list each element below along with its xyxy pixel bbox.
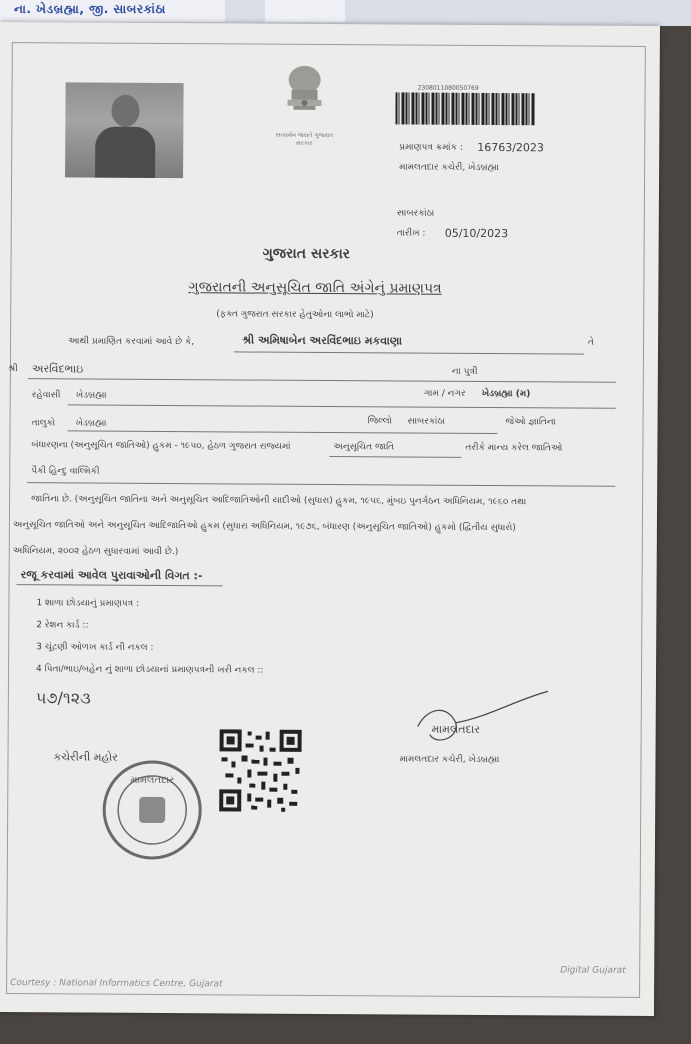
para-line-2: અનુસૂચિત જાતિઓ અને અનુસૂચિત આદિજાતિઓ હુકમ (સુધારા અધિનિયમ, ૧૯૭૬, બંધારણ (અનુસૂચિત જાતિઓ) હુકમો (દ્વિતીય સુધારો) [12,520,516,534]
top-heading: ના. ખેડબ્રહ્મા, જી. સાબરકાંઠા [14,2,166,16]
resident-label: રહેવાસી [31,390,61,401]
district-label: જિલ્લો [367,416,392,427]
signatory-title: મામલતદાર [431,722,481,736]
evidence-heading: રજૂ કરવામાં આવેલ પુરાવાઓની વિગત :- [20,568,203,583]
evidence-item: 3 ચૂંટણી ઓળખ કાર્ડ ની નકલ : [36,642,154,653]
date-label: તારીખ : [396,228,426,239]
evidence-item: 2 રેશન કાર્ડ :: [36,620,89,631]
applicant-photo [65,82,184,178]
office-seal-stamp [101,759,204,862]
caste-text: પૈકી હિન્દુ વાલ્મિકી [31,466,100,477]
office-seal-label: કચેરીની મહોર [53,750,118,764]
sri-text: શ્રી [7,364,18,375]
signatory-office: મામલતદાર કચેરી, ખેડબ્રહ્મા [399,754,500,766]
jemni-jati-text: જેઓ જ્ઞાતિના [505,417,556,428]
office-name: મામલતદાર કચેરી, ખેડબ્રહ્મા [399,162,499,174]
village-value: ખેડબ્રહ્મા (મ) [481,388,531,400]
resident-value: ખેડબ્રહ્મા [75,390,107,401]
person-name: શ્રી અમિષાબેન અરવિંદભાઇ મકવાણા [242,333,403,348]
cert-number: 16763/2023 [477,140,544,155]
order-text: બંધારણના (અનુસૂચિત જાતિઓ) હુકમ - ૧૯૫૦, હેઠળ ગુજરાત રાજ્યમાં [31,440,291,452]
certify-text: આથી પ્રમાણિત કરવામાં આવે છે કે, [68,336,195,348]
top-tab [265,0,345,22]
certificate-subheading: (ફક્ત ગુજરાત સરકાર હેતુઓના લાભો માટે) [216,309,374,321]
evidence-item: 4 પિતા/ભાઇ/બહેન નું શાળા છોડયાનાં પ્રમાણપત્રની ખરી નકલ :: [36,664,264,676]
handwritten-reference: ૫૭/૧૨૩ [35,688,91,708]
para-line-1: જાતિના છે. (અનુસૂચિત જાતિના અને અનુસૂચિત આદિજાતિઓની યાદીઓ (સુધારા) હુકમ, ૧૯૫૬, મુંબઇ પુનર્ગઠન અધિનિયમ, ૧૯૬૦ તથા [31,494,527,508]
te-text: તે [588,337,595,348]
cert-no-label: પ્રમાણપત્ર ક્રમાંક : [399,142,463,153]
taluka-value: ખેડબ્રહ્મા [75,418,107,429]
national-emblem-icon [277,62,331,132]
barcode-number: 2308011080050769 [417,84,479,92]
govt-title: ગુજરાત સરકાર [262,245,351,263]
para-line-3: અધિનિયમ, ૨૦૦૨ હેઠળ સુધારવામાં આવી છે.) [12,546,179,558]
village-label: ગામ / નગર [423,388,466,399]
father-name: અરવિંદભાઇ [31,362,84,376]
footer-digital-gujarat: Digital Gujarat [560,965,626,976]
qr-code [217,727,304,814]
district-value: સાબરકાંઠા [407,416,445,427]
na-putri-text: ના પુત્રી [451,366,478,377]
certificate-date: 05/10/2023 [444,226,509,241]
barcode [395,92,535,125]
district-name: સાબરકાંઠા [396,208,435,219]
footer-courtesy: Courtesy : National Informatics Centre, Gujarat [10,978,223,990]
emblem-caption: સત્યમેવ જયતે ગુજરાત સરકાર [275,131,333,147]
category-text: અનુસૂચિત જાતિ [333,442,395,453]
certificate-heading: ગુજરાતની અનુસૂચિત જાતિ અંગેનું પ્રમાણપત્ર [188,279,442,297]
seal-text: મામલતદાર [130,774,175,787]
evidence-item: 1 શાળા છોડયાનું પ્રમાણપત્ર : [36,598,140,609]
taluka-label: તાલુકો [31,418,56,429]
recognized-text: તરીકે માન્ય કરેલ જાતિઓ [465,442,563,454]
certificate-page [0,22,660,1016]
